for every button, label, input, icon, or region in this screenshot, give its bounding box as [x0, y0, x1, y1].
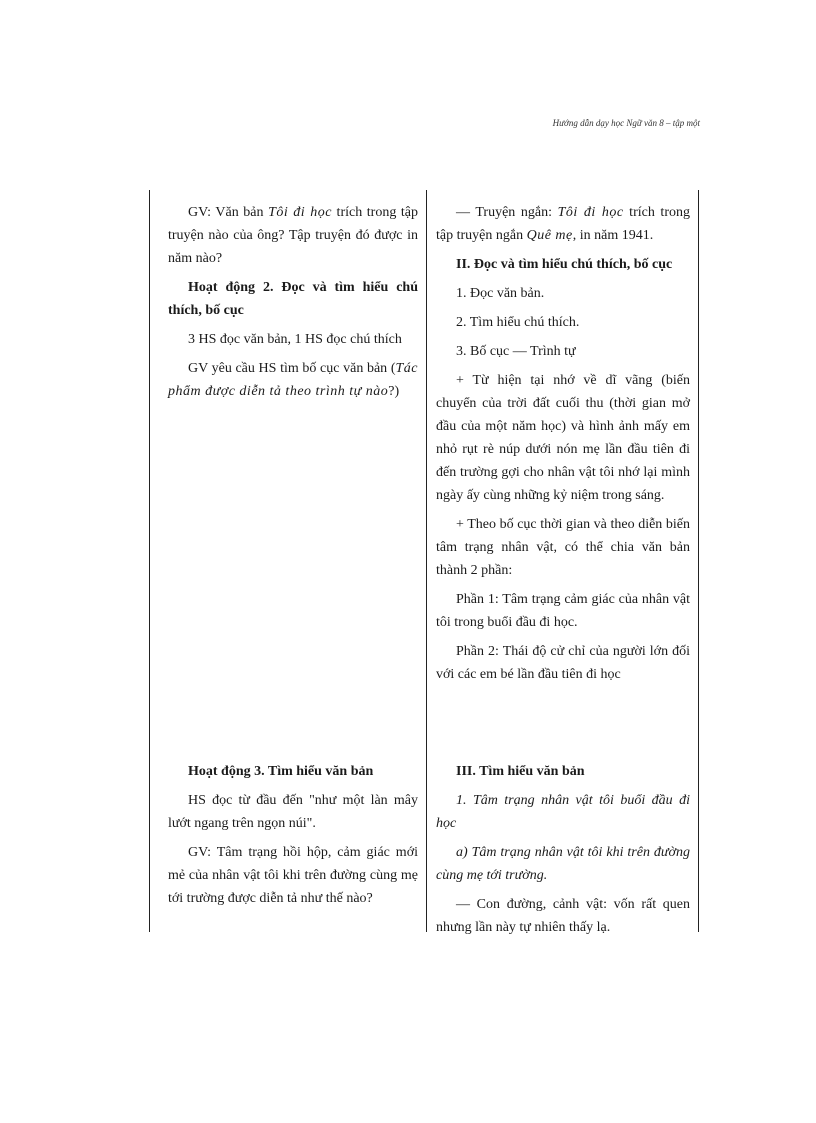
left-column-top — [168, 201, 418, 409]
subsection-heading: 1. Tâm trạng nhân vật tôi buổi đầu đi học — [436, 793, 690, 831]
section-heading: III. Tìm hiểu văn bản — [456, 764, 585, 779]
paragraph: 1. Đọc văn bản. — [456, 286, 545, 301]
right-column-bottom — [436, 760, 690, 945]
activity-heading: Hoạt động 3. Tìm hiểu văn bản — [188, 764, 374, 779]
paragraph: — Truyện ngắn: Tôi đi học trích trong tập truyện ngắn Quê mẹ, in năm 1941. — [436, 205, 690, 243]
paragraph: + Theo bố cục thời gian và theo diễn biến tâm trạng nhân vật, có thể chia văn bản thành 2 phần: — [436, 517, 690, 578]
paragraph: + Từ hiện tại nhớ về dĩ vãng (biến chuyển của trời đất cuối thu (thời gian mở đầu của một năm học) và hình ảnh mấy em nhỏ rụt rè núp dưới nón mẹ lần đầu tiên đi đến trường gợi cho nhân vật tôi nhớ lại mình ngày ấy cùng những kỷ niệm trong sáng. — [436, 373, 690, 503]
paragraph: 2. Tìm hiểu chú thích. — [456, 315, 580, 330]
table-middle-divider — [426, 190, 427, 932]
paragraph: GV: Tâm trạng hồi hộp, cảm giác mới mẻ của nhân vật tôi khi trên đường cùng mẹ tới trường được diễn tả như thế nào? — [168, 845, 418, 906]
paragraph: HS đọc từ đầu đến "như một làn mây lướt ngang trên ngọn núi". — [168, 793, 418, 831]
right-column-top — [436, 201, 690, 692]
left-column-bottom — [168, 760, 418, 916]
table-left-border — [149, 190, 150, 932]
paragraph: GV yêu cầu HS tìm bố cục văn bản (Tác phẩm được diễn tả theo trình tự nào?) — [168, 361, 418, 399]
paragraph: Phần 2: Thái độ cử chỉ của người lớn đối với các em bé lần đầu tiên đi học — [436, 644, 690, 682]
subsection-heading: a) Tâm trạng nhân vật tôi khi trên đường cùng mẹ tới trường. — [436, 845, 690, 883]
activity-heading: Hoạt động 2. Đọc và tìm hiểu chú thích, bố cục — [168, 280, 418, 318]
paragraph: 3 HS đọc văn bản, 1 HS đọc chú thích — [188, 332, 402, 347]
paragraph: 3. Bố cục — Trình tự — [456, 344, 576, 359]
table-right-border — [698, 190, 699, 932]
paragraph: — Con đường, cảnh vật: vốn rất quen nhưng lần này tự nhiên thấy lạ. — [436, 897, 690, 935]
paragraph: GV: Văn bản Tôi đi học trích trong tập truyện nào của ông? Tập truyện đó được in năm nào? — [168, 205, 418, 266]
running-header: Hướng dẫn dạy học Ngữ văn 8 – tập một — [552, 118, 700, 128]
section-heading: II. Đọc và tìm hiểu chú thích, bố cục — [456, 257, 673, 272]
paragraph: Phần 1: Tâm trạng cảm giác của nhân vật tôi trong buổi đầu đi học. — [436, 592, 690, 630]
